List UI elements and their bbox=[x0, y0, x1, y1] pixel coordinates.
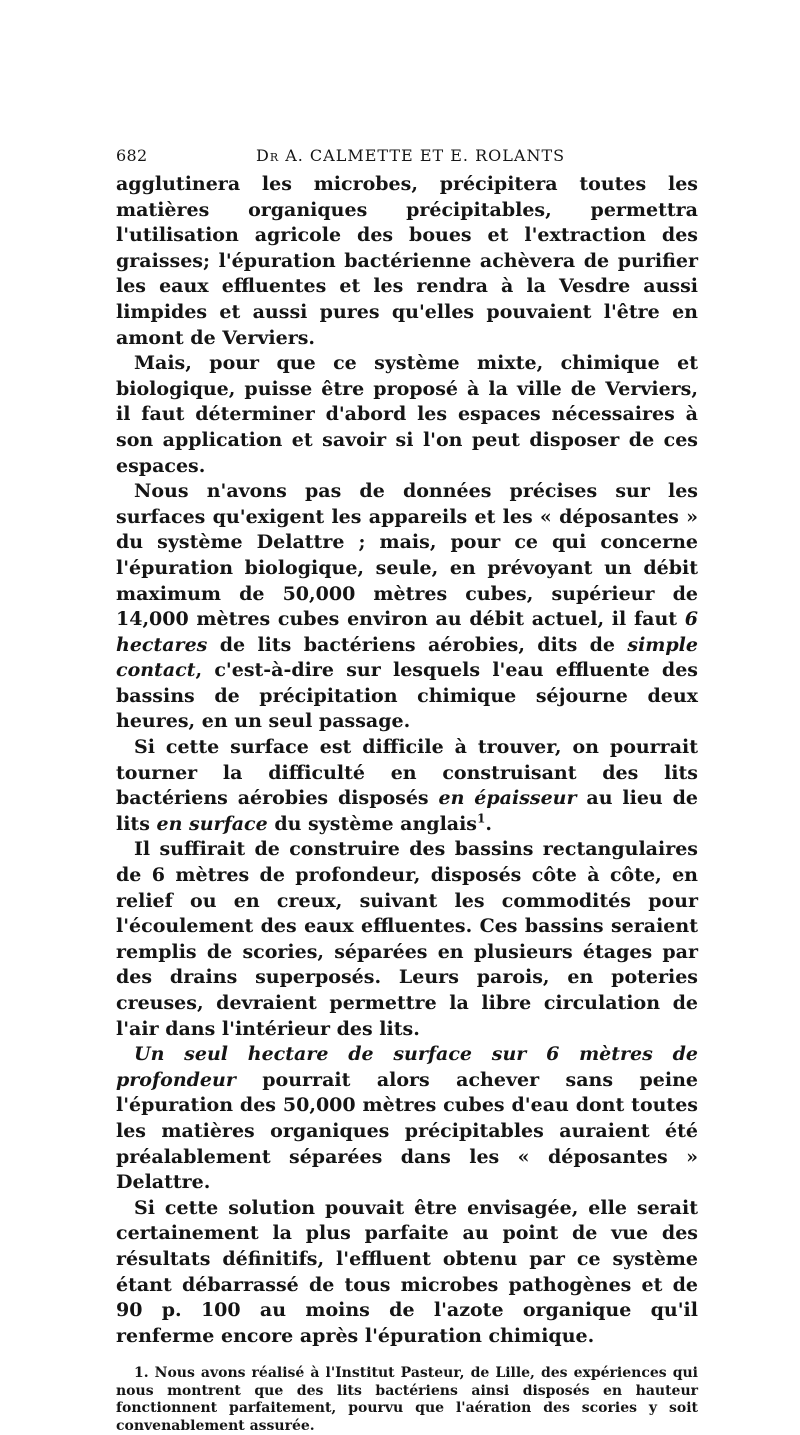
emphasis-en-surface: en surface bbox=[156, 812, 268, 835]
paragraph-4-part-2: au lieu de lits bbox=[116, 787, 698, 835]
paragraph-4-part-3: du système anglais bbox=[267, 812, 478, 835]
paragraph-4 bbox=[116, 735, 698, 837]
footnote-text: 1. Nous avons réalisé à l'Institut Pasteur, de Lille, des expériences qui nous montrent que des lits bactériens ainsi disposés en hauteur fonctionnent parfaitement, pourvu que l'aération des scories y soit convenablement assurée. bbox=[116, 1365, 698, 1434]
paragraph-6-rest: pourrait alors achever sans peine l'épuration des 50,000 mètres cubes d'eau dont toutes les matières organiques précipitables auraient été préalablement séparées dans les « déposantes » Delattre. bbox=[116, 1068, 698, 1194]
footnote bbox=[116, 1365, 698, 1435]
paragraph-4-part-1: Si cette surface est difficile à trouver, on pourrait tourner la difficulté en construisant des lits bactériens aérobies disposés bbox=[116, 736, 698, 810]
emphasis-simple-contact: simple contact bbox=[116, 633, 698, 682]
page-number: 682 bbox=[116, 146, 148, 165]
footnote-reference[interactable]: 1 bbox=[477, 811, 486, 826]
paragraph-2: Mais, pour que ce système mixte, chimique et biologique, puisse être proposé à la ville de Verviers, il faut déterminer d'abord les espaces nécessaires à son application et savoir si l'on peut disposer de ces espaces. bbox=[116, 352, 698, 477]
paragraph-3 bbox=[116, 479, 698, 735]
emphasis-en-epaisseur: en épaisseur bbox=[438, 787, 577, 810]
book-page bbox=[116, 146, 698, 1435]
paragraph-6 bbox=[116, 1042, 698, 1196]
emphasis-un-seul-hectare: Un seul hectare de surface sur 6 mètres de profondeur bbox=[116, 1043, 698, 1091]
body-text bbox=[116, 172, 698, 1349]
paragraph-1: agglutinera les microbes, précipitera toutes les matières organiques précipitables, permettra l'utilisation agricole des boues et l'extraction des graisses; l'épuration bactérienne achèvera de purifier les eaux effluentes et les rendra à la Vesdre aussi limpides et aussi pures qu'elles pouvaient l'être en amont de Verviers. bbox=[116, 173, 698, 349]
emphasis-hectares: 6 hectares bbox=[116, 608, 698, 656]
paragraph-5: Il suffirait de construire des bassins rectangulaires de 6 mètres de profondeur, disposés côte à côte, en relief ou en creux, suivant les commodités pour l'écoulement des eaux effluentes. Ces bassins seraient remplis de scories, séparées en plusieurs étages par des drains superposés. Leurs parois, en poteries creuses, devraient permettre la libre circulation de l'air dans l'intérieur des lits. bbox=[116, 838, 698, 1040]
paragraph-3-part-1: Nous n'avons pas de données précises sur les surfaces qu'exigent les appareils et les « déposantes » du système Delattre ; mais, pour ce qui concerne l'épuration biologique, seule, en prévoyant un débit maximum de 50,000 mètres cubes, supérieur de 14,000 mètres cubes environ au débit actuel, il faut bbox=[116, 480, 698, 631]
page-header bbox=[116, 146, 698, 172]
paragraph-7: Si cette solution pouvait être envisagée, elle serait certainement la plus parfaite au point de vue des résultats définitifs, l'effluent obtenu par ce système étant débarrassé de tous microbes pathogènes et de 90 p. 100 au moins de l'azote organique qu'il renferme encore après l'épuration chimique. bbox=[116, 1196, 698, 1347]
paragraph-4-part-4: . bbox=[485, 812, 492, 835]
running-head: Dr A. CALMETTE ET E. ROLANTS bbox=[256, 146, 566, 165]
paragraph-3-part-2: de lits bactériens aérobies, dits de bbox=[207, 633, 628, 656]
paragraph-3-part-3: , c'est-à-dire sur lesquels l'eau effluente des bassins de précipitation chimique séjourne deux heures, en un seul passage. bbox=[116, 659, 698, 733]
